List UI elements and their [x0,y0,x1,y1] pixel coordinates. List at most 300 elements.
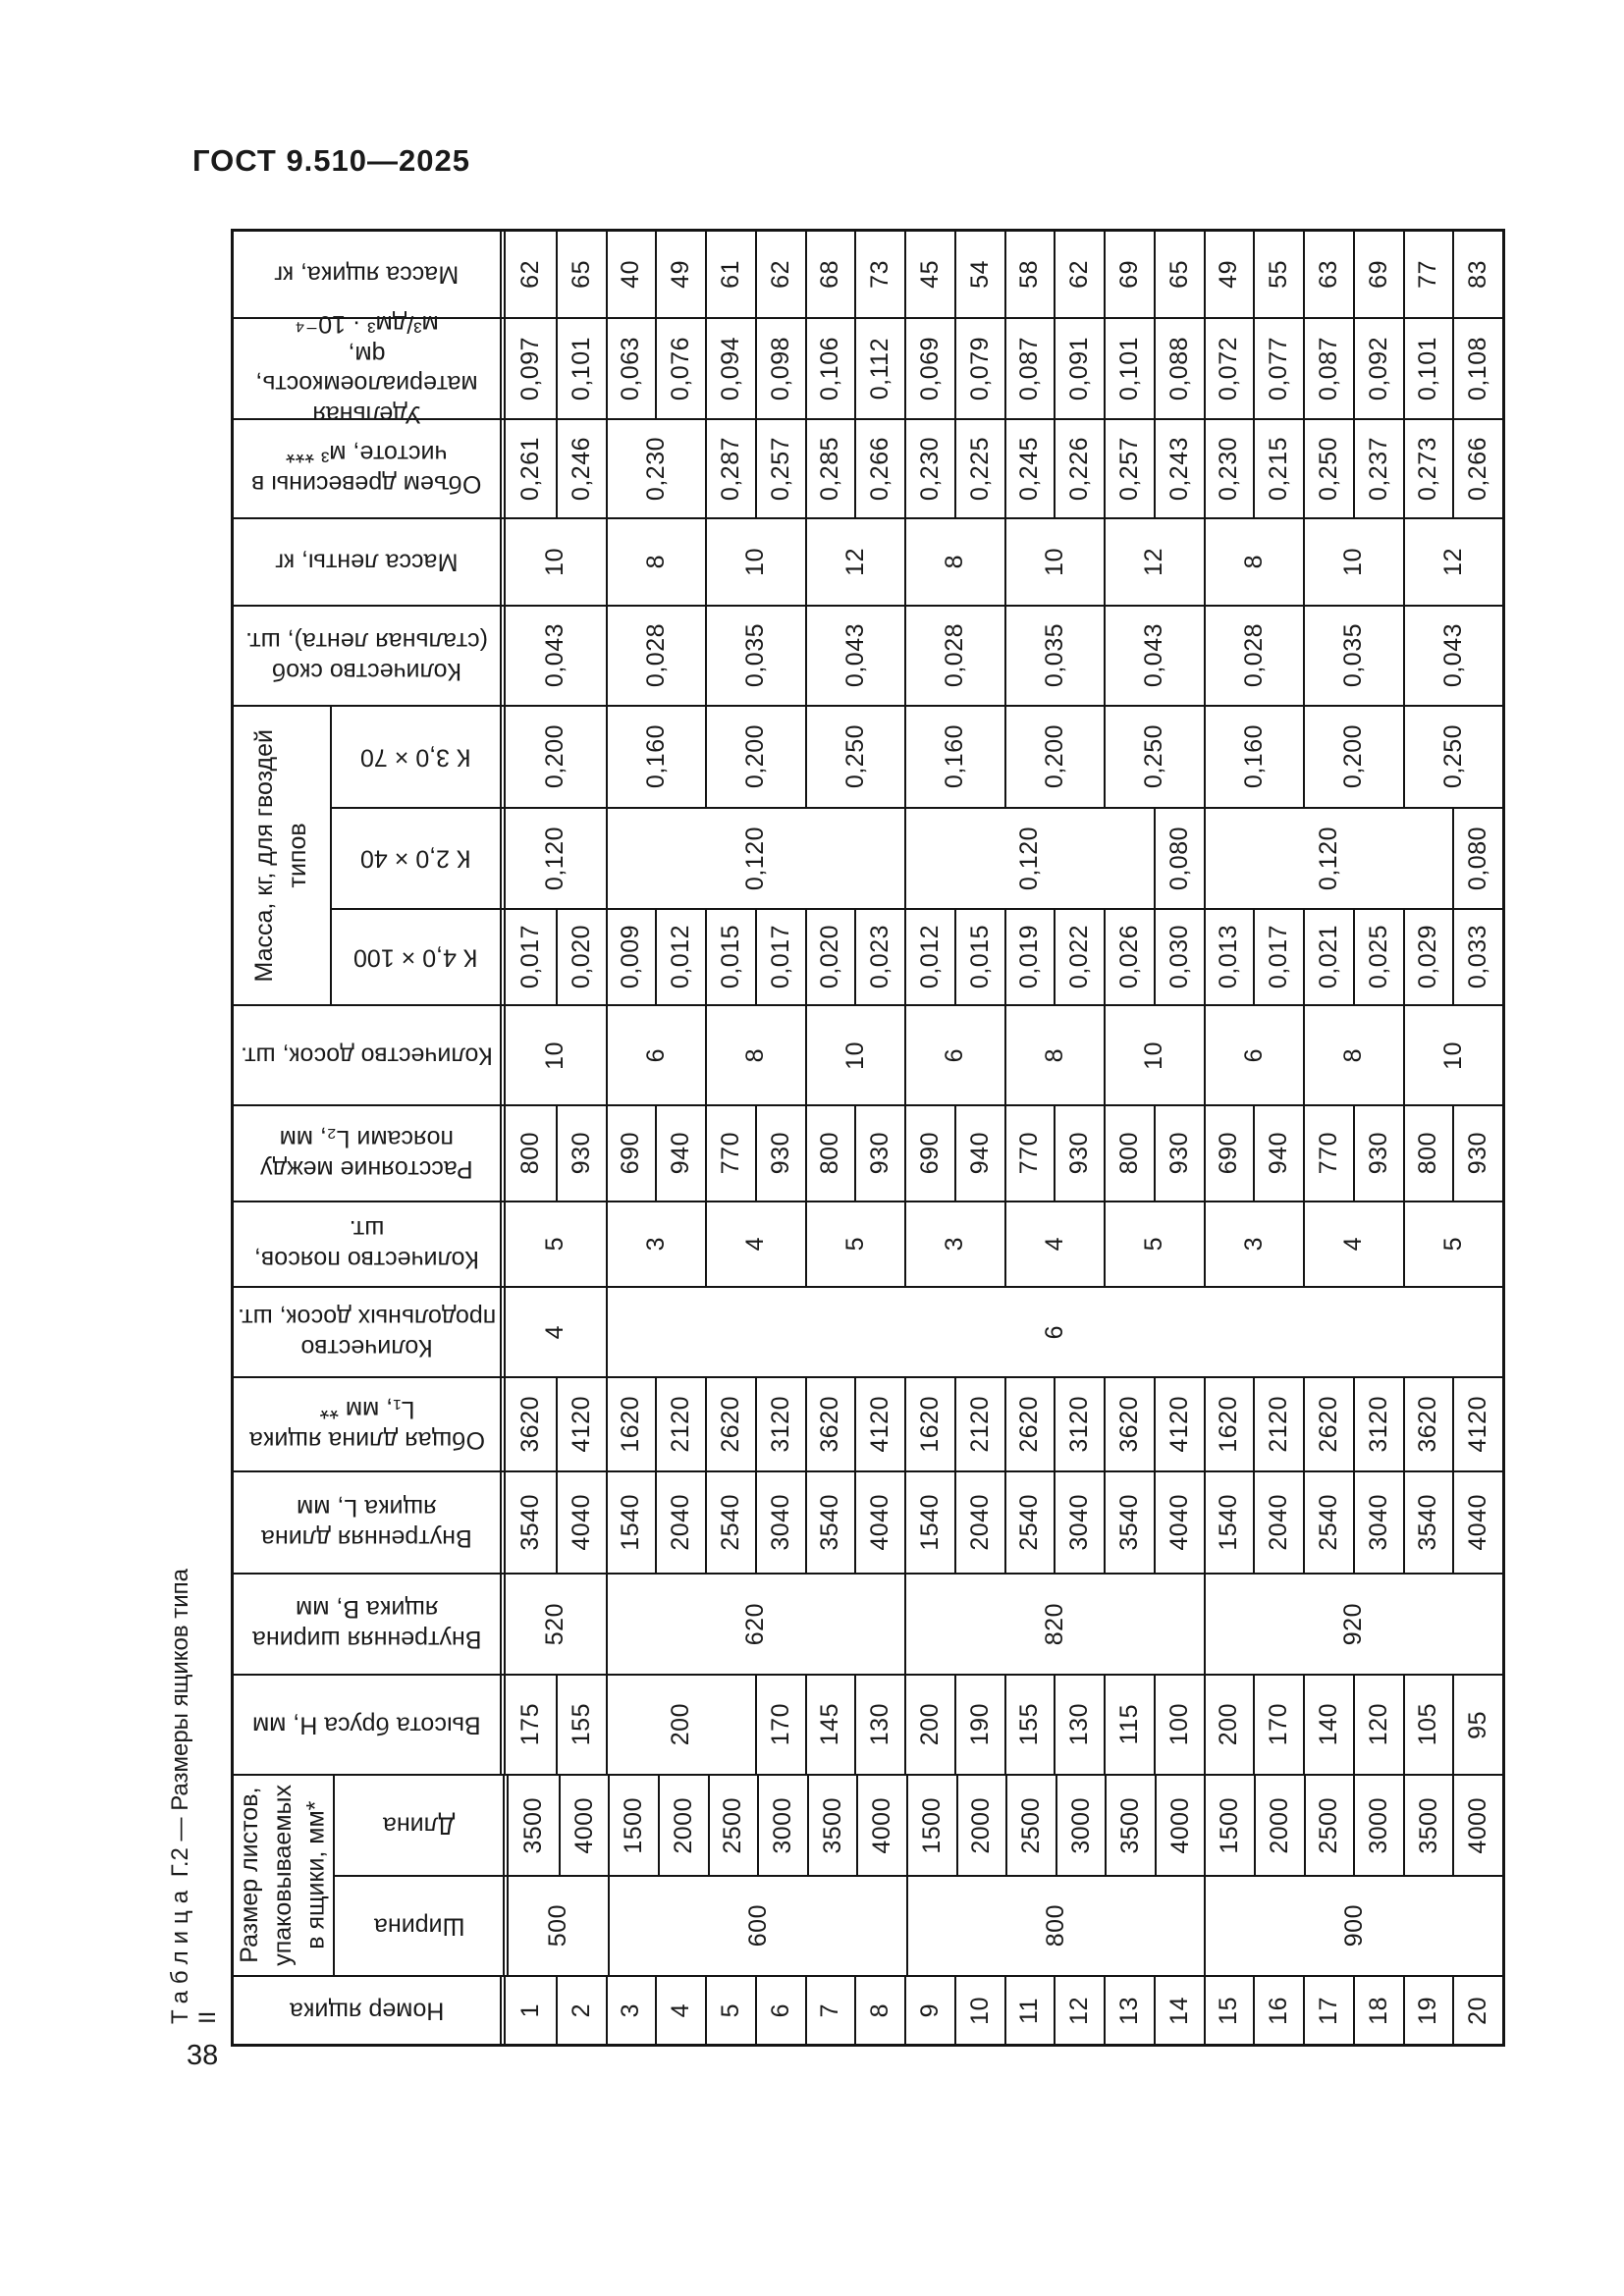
cell-value: 800 [515,1132,544,1175]
column-header-text: Количество досок, шт. [241,1041,493,1070]
cell-value: 500 [544,1904,572,1948]
cell-value: 18 [1364,1996,1392,2025]
cell-box-number [1303,1977,1353,2044]
cell-value: 0,072 [1215,336,1243,401]
cell-belts-count [1303,1202,1403,1286]
cell-nails-k40x100 [556,910,606,1004]
cell-wood-volume [854,420,904,517]
cell-sheet-length [757,1776,807,1875]
cell-box-number [1353,1977,1403,2044]
data-cells-beam-height [506,1676,1502,1774]
cell-belts-count [506,1202,606,1286]
data-cells-box-number [506,1977,1502,2044]
cell-value: 4120 [866,1396,894,1453]
cell-value: 520 [541,1602,569,1646]
cell-box-number [1104,1977,1154,2044]
cell-value: 1500 [917,1796,946,1854]
cell-value: 3120 [766,1396,794,1453]
cell-nails-k40x100 [1353,910,1403,1004]
cell-value: 4040 [1164,1494,1193,1551]
cell-sheet-length [1155,1776,1205,1875]
cell-value: 820 [1040,1602,1068,1646]
cell-value: 0,017 [766,925,794,989]
cell-value: 3120 [1065,1396,1094,1453]
cell-inner-width [904,1575,1204,1674]
cell-value: 6 [1239,1047,1268,1063]
cell-specific-capacity [556,319,606,418]
column-header-wood-volume [234,420,506,517]
cell-value: 0,106 [816,336,844,401]
cell-value: 0,160 [941,724,969,789]
cell-value: 0,035 [741,623,770,688]
table-title-text [167,1557,222,2024]
cell-value: 0,035 [1040,623,1068,688]
cell-value: 0,019 [1015,925,1044,989]
cell-belt-distance [1253,1106,1303,1201]
cell-value: 65 [567,260,595,289]
cell-value: 62 [515,260,544,289]
cell-box-number [805,1977,855,2044]
cell-belt-distance [1403,1106,1453,1201]
cell-value: 0,043 [840,623,869,688]
cell-value: 10 [541,1041,569,1070]
column-header-text: Удельная материалоемкость, qм, м³/дм³ · 10⁻⁴ [255,310,478,428]
cell-total-length [954,1378,1004,1470]
band-row-long-boards [234,1286,1502,1376]
cell-value: 0,022 [1065,925,1094,989]
cell-box-mass [1452,232,1502,317]
data-cells-long-boards [506,1288,1502,1376]
band-row-nails-k30x70 [332,707,1502,807]
column-header-text: Внутренняя ширина ящика B, мм [251,1595,482,1653]
cell-value: 930 [1464,1132,1492,1175]
cell-value: 1620 [915,1396,944,1453]
cell-wood-volume [805,420,855,517]
cell-sheet-length [1304,1776,1354,1875]
cell-value: 1620 [617,1396,645,1453]
cell-tape-mass [1004,519,1105,605]
cell-value: 12 [1140,548,1168,576]
cell-belts-count [1004,1202,1105,1286]
cell-value: 0,200 [741,724,770,789]
cell-value: 0,120 [541,826,569,891]
cell-box-mass [556,232,606,317]
cell-nails-k20x40 [1154,809,1204,908]
column-header-inner-width [234,1575,506,1674]
cell-belt-distance [805,1106,855,1201]
column-header-text: Длина [383,1811,456,1840]
cell-box-number [705,1977,755,2044]
cell-boards-count [506,1006,606,1104]
cell-beam-height [1403,1676,1453,1774]
cell-value: 1540 [1215,1494,1243,1551]
cell-specific-capacity [1303,319,1353,418]
cell-sheet-length [708,1776,758,1875]
cell-value: 8 [1040,1047,1068,1063]
cell-value: 54 [965,260,994,289]
cell-value: 175 [515,1703,544,1746]
cell-boards-count [1204,1006,1304,1104]
cell-specific-capacity [655,319,705,418]
cell-value: 0,250 [1438,724,1467,789]
cell-box-number [556,1977,606,2044]
cell-value: 10 [1438,1041,1467,1070]
cell-tape-mass [506,519,606,605]
cell-value: 69 [1114,260,1143,289]
cell-specific-capacity [904,319,954,418]
cell-total-length [1303,1378,1353,1470]
band-row-sheet-length [335,1776,1502,1875]
cell-value: 4000 [1464,1796,1492,1854]
cell-value: 930 [766,1132,794,1175]
column-header-text: Расстояние между поясами L₂, мм [260,1125,473,1183]
column-header-text: К 4,0 × 100 [353,943,478,972]
cell-value: 5 [1438,1237,1467,1252]
cell-nails-k30x70 [904,707,1004,807]
cell-value: 2120 [667,1396,695,1453]
column-header-tape-mass [234,519,506,605]
column-header-nails-k20x40 [332,809,506,908]
cell-box-number [1452,1977,1502,2044]
cell-value: 0,023 [866,925,894,989]
cell-wood-volume [1054,420,1104,517]
column-header-text: Масса ящика, кг [274,260,460,289]
cell-value: 0,250 [1314,436,1342,502]
data-cells-inner-width [506,1575,1502,1674]
cell-beam-height [606,1676,755,1774]
cell-value: 940 [667,1132,695,1175]
cell-value: 73 [866,260,894,289]
cell-belt-distance [1303,1106,1353,1201]
cell-value: 3040 [1364,1494,1392,1551]
cell-inner-width [1204,1575,1503,1674]
cell-value: 0,097 [515,336,544,401]
column-header-sheet-width [335,1877,509,1975]
data-cells-sheet-width [509,1877,1502,1975]
band-row-total-length [234,1376,1502,1470]
cell-boards-count [805,1006,905,1104]
cell-value: 190 [965,1703,994,1746]
cell-value: 3620 [515,1396,544,1453]
cell-belts-count [705,1202,805,1286]
cell-value: 0,088 [1164,336,1193,401]
cell-value: 3540 [816,1494,844,1551]
cell-value: 0,101 [1414,336,1442,401]
cell-inner-width [506,1575,606,1674]
cell-beam-height [556,1676,606,1774]
cell-nails-k40x100 [1204,910,1254,1004]
column-header-text: Количество скоб (стальная лента), шт. [245,627,488,685]
cell-value: 0,287 [716,436,744,502]
cell-belt-distance [705,1106,755,1201]
cell-value: 5 [541,1237,569,1252]
cell-value: 95 [1464,1710,1492,1739]
cell-belt-distance [755,1106,805,1201]
cell-wood-volume [1403,420,1453,517]
cell-value: 920 [1339,1602,1368,1646]
cell-value: 40 [617,260,645,289]
cell-value: 0,087 [1314,336,1342,401]
cell-value: 2500 [1315,1796,1343,1854]
cell-value: 0,009 [617,925,645,989]
cell-specific-capacity [1004,319,1055,418]
column-header-text: Общая длина ящика L₁, мм ** [248,1396,485,1454]
cell-belt-distance [655,1106,705,1201]
cell-value: 940 [1265,1132,1293,1175]
band-row-nails-k40x100 [332,908,1502,1004]
cell-value: 4040 [866,1494,894,1551]
cell-value: 0,230 [915,436,944,502]
cell-value: 0,026 [1114,925,1143,989]
cell-value: 3 [641,1237,670,1252]
cell-sheet-length [1452,1776,1502,1875]
cell-value: 0,257 [1114,436,1143,502]
cell-inner-length [1154,1472,1204,1573]
cell-value: 0,020 [816,925,844,989]
cell-nails-k40x100 [805,910,855,1004]
cell-nails-k40x100 [1403,910,1453,1004]
cell-value: 2040 [667,1494,695,1551]
cell-staples [606,607,706,705]
cell-specific-capacity [1154,319,1204,418]
cell-total-length [755,1378,805,1470]
cell-sheet-length [1105,1776,1155,1875]
cell-beam-height [1054,1676,1104,1774]
cell-inner-length [1253,1472,1303,1573]
cell-value: 2540 [716,1494,744,1551]
cell-total-length [854,1378,904,1470]
cell-staples [1403,607,1503,705]
cell-total-length [705,1378,755,1470]
cell-total-length [556,1378,606,1470]
cell-value: 1500 [1216,1796,1244,1854]
cell-sheet-length [559,1776,609,1875]
cell-inner-length [606,1472,656,1573]
cell-value: 0,030 [1164,925,1193,989]
cell-value: 1540 [617,1494,645,1551]
cell-value: 690 [1215,1132,1243,1175]
cell-box-number [755,1977,805,2044]
cell-sheet-length [856,1776,906,1875]
cell-box-number [606,1977,656,2044]
cell-nails-k40x100 [1303,910,1353,1004]
cell-value: 4040 [1464,1494,1492,1551]
cell-value: 0,020 [567,925,595,989]
cell-value: 3500 [1116,1796,1145,1854]
cell-value: 2620 [716,1396,744,1453]
cell-belts-count [606,1202,706,1286]
data-cells-belts-count [506,1202,1502,1286]
cell-box-number [1154,1977,1204,2044]
cell-value: 0,080 [1464,826,1492,891]
cell-beam-height [1253,1676,1303,1774]
cell-value: 2500 [1016,1796,1045,1854]
cell-belt-distance [556,1106,606,1201]
cell-value: 600 [743,1904,772,1948]
cell-value: 140 [1314,1703,1342,1746]
column-header-total-length [234,1378,506,1470]
cell-nails-k20x40 [1204,809,1453,908]
cell-value: 2000 [1265,1796,1293,1854]
cell-sheet-width [1204,1877,1502,1975]
cell-box-number [1403,1977,1453,2044]
cell-value: 200 [1215,1703,1243,1746]
cell-belt-distance [1204,1106,1254,1201]
cell-box-mass [1104,232,1154,317]
cell-value: 1620 [1215,1396,1243,1453]
cell-value: 10 [741,548,770,576]
cell-value: 770 [716,1132,744,1175]
cell-specific-capacity [755,319,805,418]
cell-value: 0,257 [766,436,794,502]
cell-total-length [1204,1378,1254,1470]
cell-value: 155 [567,1703,595,1746]
cell-value: 3620 [1414,1396,1442,1453]
cell-value: 20 [1464,1996,1492,2025]
cell-value: 8 [941,555,969,569]
cell-value: 620 [741,1602,770,1646]
cell-value: 58 [1015,260,1044,289]
data-cells-sheet-length [509,1776,1502,1875]
cell-specific-capacity [506,319,556,418]
cell-belt-distance [506,1106,556,1201]
cell-specific-capacity [1054,319,1104,418]
cell-value: 6 [766,2002,794,2018]
cell-value: 0,101 [567,336,595,401]
cell-nails-k40x100 [1452,910,1502,1004]
cell-box-number [655,1977,705,2044]
cell-value: 0,087 [1015,336,1044,401]
cell-value: 0,015 [965,925,994,989]
data-cells-specific-capacity [506,319,1502,418]
cell-value: 2120 [965,1396,994,1453]
cell-nails-k30x70 [506,707,606,807]
cell-value: 930 [1364,1132,1392,1175]
cell-value: 3500 [519,1796,548,1854]
cell-value: 800 [816,1132,844,1175]
cell-staples [904,607,1004,705]
cell-value: 800 [1114,1132,1143,1175]
cell-value: 1500 [620,1796,648,1854]
cell-beam-height [954,1676,1004,1774]
cell-value: 2000 [967,1796,996,1854]
cell-boards-count [1403,1006,1503,1104]
cell-value: 930 [1164,1132,1193,1175]
cell-value: 12 [1065,1996,1094,2025]
cell-value: 11 [1015,1997,1044,2024]
cell-staples [805,607,905,705]
cell-box-mass [506,232,556,317]
cell-value: 200 [667,1703,695,1746]
cell-value: 0,250 [1140,724,1168,789]
cell-nails-k30x70 [1204,707,1304,807]
cell-value: 6 [941,1047,969,1063]
cell-inner-length [655,1472,705,1573]
cell-total-length [1054,1378,1104,1470]
cell-value: 0,108 [1464,336,1492,401]
cell-value: 0,091 [1065,336,1094,401]
cell-inner-length [1303,1472,1353,1573]
cell-wood-volume [1154,420,1204,517]
band-group-sheet-size [234,1774,1502,1975]
cell-inner-length [755,1472,805,1573]
cell-inner-length [854,1472,904,1573]
cell-wood-volume [1353,420,1403,517]
data-cells-total-length [506,1378,1502,1470]
cell-nails-k20x40 [1452,809,1502,908]
cell-sheet-length [906,1776,956,1875]
cell-value: 77 [1414,260,1442,289]
cell-value: 69 [1364,260,1392,289]
cell-staples [705,607,805,705]
cell-value: 4000 [1165,1796,1194,1854]
cell-value: 4000 [569,1796,598,1854]
cell-value: 930 [567,1132,595,1175]
cell-value: 3040 [1065,1494,1094,1551]
cell-wood-volume [506,420,556,517]
cell-value: 170 [1265,1703,1293,1746]
cell-value: 2540 [1314,1494,1342,1551]
cell-box-mass [1403,232,1453,317]
data-cells-nails-k40x100 [506,910,1502,1004]
cell-value: 0,243 [1164,436,1193,502]
band-row-wood-volume [234,418,1502,517]
data-cells-nails-k30x70 [506,707,1502,807]
cell-beam-height [1452,1676,1502,1774]
cell-box-mass [1154,232,1204,317]
cell-beam-height [904,1676,954,1774]
data-cells-inner-length [506,1472,1502,1573]
cell-value: 0,017 [1265,925,1293,989]
cell-value: 0,273 [1414,436,1442,502]
cell-total-length [1004,1378,1055,1470]
cell-value: 120 [1364,1703,1392,1746]
cell-total-length [904,1378,954,1470]
column-header-box-mass [234,232,506,317]
cell-value: 19 [1414,1996,1442,2025]
cell-inner-length [556,1472,606,1573]
band-row-sheet-width [335,1875,1502,1975]
column-header-belts-count [234,1202,506,1286]
cell-value: 6 [641,1047,670,1063]
cell-specific-capacity [1353,319,1403,418]
cell-value: 3540 [1114,1494,1143,1551]
cell-value: 0,028 [641,623,670,688]
cell-value: 8 [741,1047,770,1063]
cell-value: 2 [567,2002,595,2018]
cell-box-mass [606,232,656,317]
group-header-sheet-size [234,1776,335,1975]
cell-value: 0,266 [1464,436,1492,502]
cell-beam-height [1353,1676,1403,1774]
cell-sheet-length [1056,1776,1106,1875]
cell-value: 0,226 [1065,436,1094,502]
cell-box-mass [954,232,1004,317]
cell-value: 0,101 [1114,336,1143,401]
cell-value: 145 [816,1703,844,1746]
cell-value: 0,029 [1414,925,1442,989]
cell-box-number [1253,1977,1303,2044]
cell-inner-length [1403,1472,1453,1573]
cell-inner-length [1054,1472,1104,1573]
column-header-inner-length [234,1472,506,1573]
cell-value: 0,028 [941,623,969,688]
cell-tape-mass [1403,519,1503,605]
band-row-inner-length [234,1470,1502,1573]
cell-wood-volume [1253,420,1303,517]
cell-value: 770 [1015,1132,1044,1175]
cell-box-number [1204,1977,1254,2044]
